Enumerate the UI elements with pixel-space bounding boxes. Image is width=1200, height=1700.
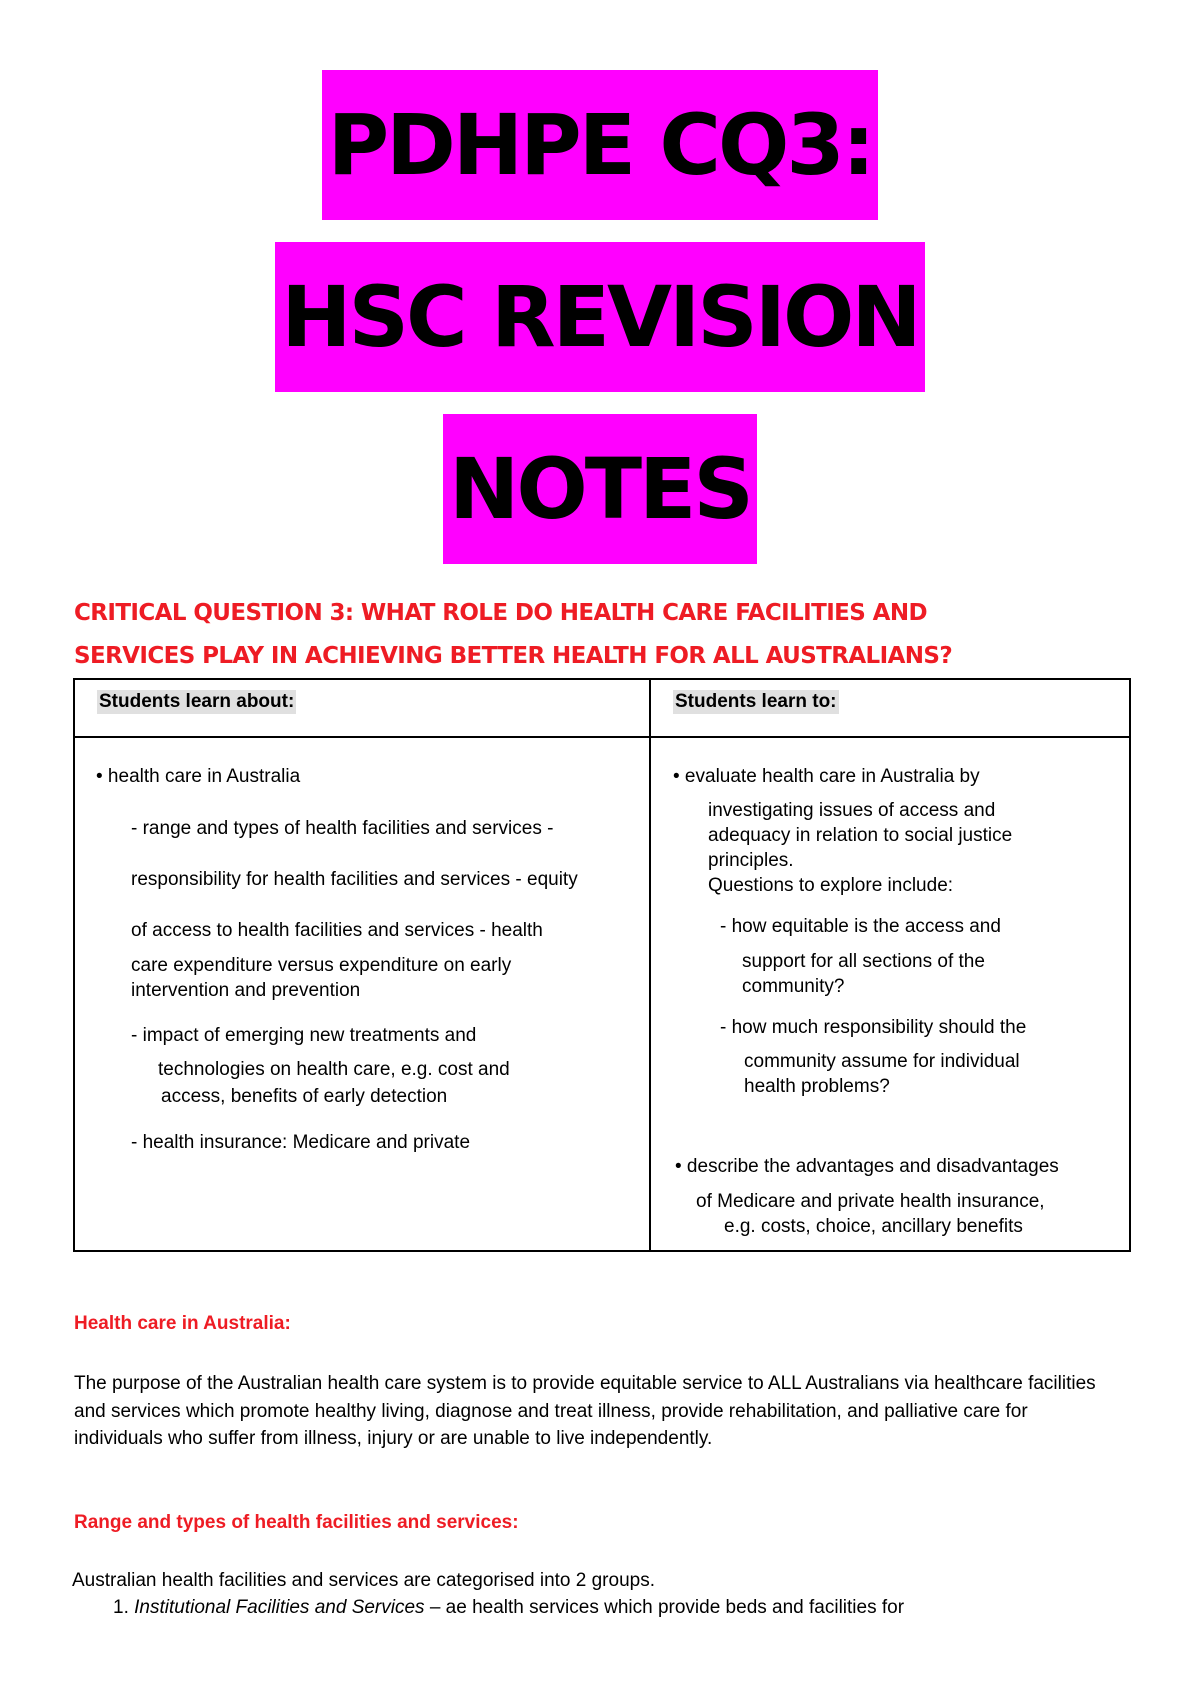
learn-to-content: [650, 737, 1130, 1251]
learn-about-line: - impact of emerging new treatments and: [131, 1025, 477, 1046]
title-line-1: [0, 70, 1200, 220]
learn-to-line: community assume for individual: [744, 1051, 1020, 1072]
learn-about-line: of access to health facilities and services - health: [131, 920, 543, 941]
section-heading-health-care: Health care in Australia:: [74, 1313, 291, 1334]
learn-about-line: technologies on health care, e.g. cost and: [158, 1059, 510, 1080]
title-line-3: [0, 414, 1200, 564]
learn-to-line: e.g. costs, choice, ancillary benefits: [724, 1216, 1023, 1237]
list-item-term: Institutional Facilities and Services: [134, 1597, 425, 1618]
learn-to-line: of Medicare and private health insurance,: [696, 1191, 1045, 1212]
learn-to-line: - how equitable is the access and: [720, 916, 1001, 937]
learn-to-header-cell: [650, 679, 1130, 737]
table-header-row: [74, 679, 1130, 737]
syllabus-outcomes-table: [73, 678, 1131, 1252]
learn-to-line: support for all sections of the: [742, 951, 985, 972]
title-text-1: PDHPE CQ3:: [322, 70, 879, 220]
learn-to-line: health problems?: [744, 1076, 890, 1097]
title-text-3: NOTES: [443, 414, 757, 564]
learn-about-header: Students learn about:: [99, 691, 295, 712]
learn-to-line: adequacy in relation to social justice: [708, 825, 1013, 846]
range-types-intro: Australian health facilities and services are categorised into 2 groups.: [72, 1570, 655, 1591]
list-item-description: – ae health services which provide beds and facilities for: [424, 1597, 905, 1618]
title-line-2: [0, 242, 1200, 392]
health-care-paragraph: The purpose of the Australian health care system is to provide equitable service to ALL Australians via healthcare facilities and services which promote healthy living, diagnose and treat illness, provide rehabilitation, and palliative care for individuals who suffer from illness, injury or are unable to live independently.: [74, 1373, 1096, 1449]
learn-about-content: [74, 737, 650, 1251]
learn-about-line: access, benefits of early detection: [161, 1086, 448, 1107]
learn-about-header-cell: [74, 679, 650, 737]
learn-about-line: - health insurance: Medicare and private: [131, 1132, 471, 1153]
learn-to-line: - how much responsibility should the: [720, 1017, 1027, 1038]
title-text-2: HSC REVISION: [275, 242, 924, 392]
list-item-institutional: [113, 1594, 1153, 1622]
critical-question-line-2: SERVICES PLAY IN ACHIEVING BETTER HEALTH FOR ALL AUSTRALIANS?: [74, 643, 953, 669]
learn-to-line: investigating issues of access and: [708, 800, 996, 821]
critical-question-line-1: CRITICAL QUESTION 3: WHAT ROLE DO HEALTH CARE FACILITIES AND: [74, 600, 927, 626]
learn-to-header: Students learn to:: [675, 691, 837, 712]
learn-to-line: community?: [742, 976, 845, 997]
critical-question-heading: [74, 592, 1154, 678]
learn-about-line: responsibility for health facilities and services - equity: [131, 869, 578, 890]
table-body-row: [74, 737, 1130, 1251]
learn-about-line: care expenditure versus expenditure on early: [131, 955, 512, 976]
learn-to-line: Questions to explore include:: [708, 875, 954, 896]
learn-about-line: - range and types of health facilities and services -: [131, 818, 554, 839]
learn-about-line: intervention and prevention: [131, 980, 361, 1001]
list-item-number: 1.: [113, 1597, 129, 1618]
learn-to-line: • describe the advantages and disadvantages: [675, 1156, 1059, 1177]
learn-to-line: principles.: [708, 850, 794, 871]
section-heading-range-types: Range and types of health facilities and services:: [74, 1512, 519, 1533]
learn-about-line: • health care in Australia: [96, 766, 301, 787]
learn-to-line: • evaluate health care in Australia by: [673, 766, 980, 787]
